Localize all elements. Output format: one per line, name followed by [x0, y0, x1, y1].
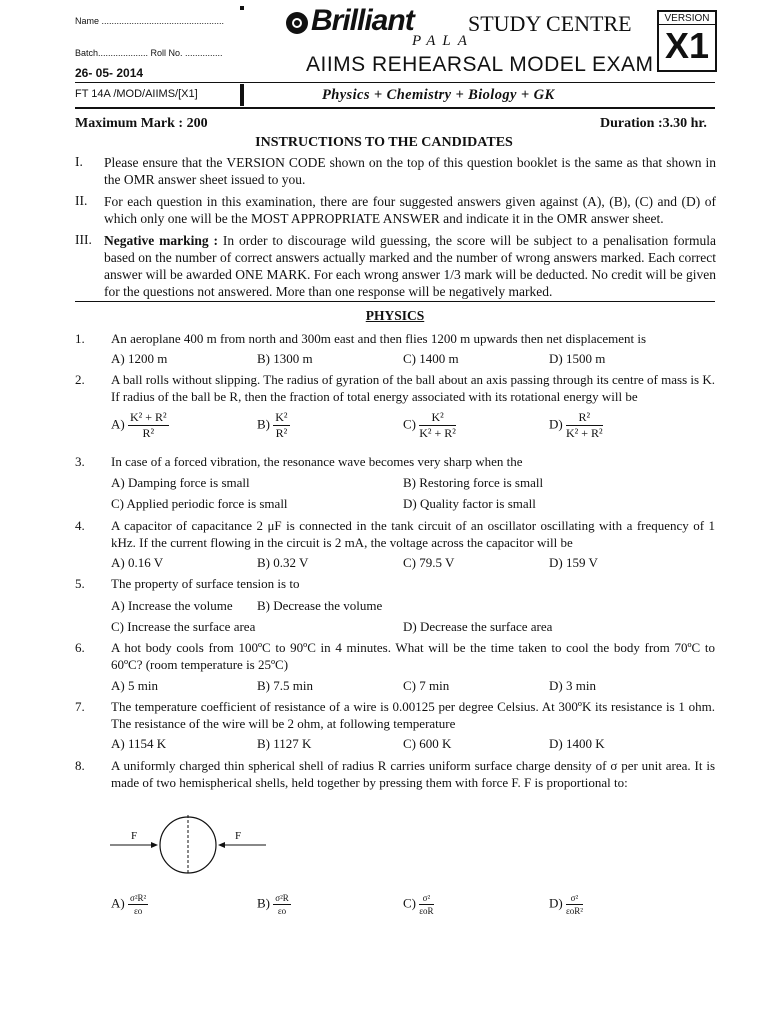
question-number: 5.: [75, 576, 85, 591]
question-text: In case of a forced vibration, the resonance wave becomes very sharp when the: [111, 454, 523, 469]
option-a: A) 5 min: [111, 678, 158, 693]
question-text: The property of surface tension is to: [111, 576, 300, 591]
fraction-numerator: σ²R: [275, 893, 289, 903]
option-a: A) 1200 m: [111, 351, 168, 366]
fraction-denominator: εo: [277, 906, 287, 916]
name-field-label: Name .................................................: [75, 16, 225, 26]
option-d: D) Decrease the surface area: [403, 619, 553, 634]
option-a: A) 1154 K: [111, 736, 167, 751]
question-number: 6.: [75, 640, 85, 655]
option-c: C) 1400 m: [403, 351, 459, 366]
fraction: [273, 893, 291, 916]
option-c: C) 600 K: [403, 736, 452, 751]
instruction-num: II.: [75, 193, 88, 208]
fraction-denominator: K² + R²: [565, 426, 603, 440]
negative-marking-label: Negative marking :: [104, 233, 218, 248]
section-title: PHYSICS: [365, 308, 425, 323]
option-b: B) Restoring force is small: [403, 475, 544, 490]
paper-code: [75, 88, 198, 100]
fraction-denominator: R²: [275, 426, 288, 440]
option-label: A): [111, 416, 125, 432]
instruction-text: [104, 232, 716, 300]
fraction-numerator: σ²: [419, 893, 433, 905]
question-number: 7.: [75, 699, 85, 714]
fraction-numerator: K² + R²: [129, 410, 167, 424]
force-label-right: F: [235, 830, 242, 842]
batch-rollno-label: Batch.................... Roll No. ...............: [75, 48, 223, 58]
brand-name: Brilliant: [311, 4, 414, 37]
option-label: A): [111, 895, 125, 911]
option-c: C) Applied periodic force is small: [111, 496, 288, 511]
option-d: D) 3 min: [549, 678, 596, 693]
instruction-text: Please ensure that the VERSION CODE shown on the top of this question booklet is the same as that shown in the OMR answer sheet issued to you.: [104, 155, 716, 187]
max-mark: Maximum Mark : 200: [75, 116, 208, 131]
option-a: A) Increase the volume: [111, 598, 233, 613]
option-c: C) Increase the surface area: [111, 619, 256, 634]
header-dot: [240, 6, 244, 10]
negative-marking-text: In order to discourage wild guessing, the score will be subject to a penalisation formula based on the number of correct answers actually marked and the number of wrong answers marked. Each correct answer will be awarded ONE MARK. For each wrong answer 1/3 mark will be deducted. No credit will be given for the questions not answered. More than one response will be negatively marked.: [104, 233, 716, 299]
version-box: [657, 10, 717, 72]
brand-location: PALA: [412, 33, 474, 49]
option-label: C): [403, 416, 416, 432]
instructions-title: INSTRUCTIONS TO THE CANDIDATES: [255, 135, 513, 150]
exam-title: AIIMS REHEARSAL MODEL EXAM: [306, 53, 654, 76]
question-number: 2.: [75, 372, 85, 387]
option-b: B) 1300 m: [257, 351, 313, 366]
fraction: [566, 411, 603, 440]
option-label: B): [257, 416, 270, 432]
option-label: C): [403, 895, 416, 911]
fraction: [273, 411, 289, 440]
option-c: C) 7 min: [403, 678, 450, 693]
option-a: A) Damping force is small: [111, 475, 250, 490]
option-c: C) 79.5 V: [403, 555, 455, 570]
force-label-left: F: [131, 830, 138, 842]
fraction-numerator: K²: [275, 410, 288, 424]
option-b: B) 7.5 min: [257, 678, 313, 693]
option-a: [111, 893, 148, 916]
paper-code-text: FT 14A /MOD/AIIMS/[X1]: [75, 88, 198, 100]
option-a: [111, 411, 169, 440]
option-label: D): [549, 895, 563, 911]
exam-date: 26- 05- 2014: [75, 66, 144, 80]
option-a: A) 0.16 V: [111, 555, 164, 570]
header-rule: [75, 82, 715, 83]
header-rule-bottom: [75, 107, 715, 109]
question-text: An aeroplane 400 m from north and 300m east and then flies 1200 m upwards then net displacement is: [111, 331, 647, 346]
question-text: A uniformly charged thin spherical shell of radius R carries uniform surface charge density of σ per unit area. It is made of two hemispherical shells, held together by pressing them with force F. F is proportional to:: [111, 758, 715, 790]
question-text: A ball rolls without slipping. The radius of gyration of the ball about an axis passing through its centre of mass is K. If radius of the ball be R, then the fraction of total energy associated with its rotational energy will be: [111, 372, 715, 404]
fraction-numerator: R²: [566, 411, 603, 426]
option-b: [257, 893, 291, 916]
question-text: A hot body cools from 100ºC to 90ºC in 4 minutes. What will be the time taken to cool the body from 70ºC to 60ºC? (room temperature is 25ºC): [111, 640, 715, 672]
brand-logo-icon: [286, 12, 308, 34]
option-b: [257, 411, 290, 440]
option-b: B) 0.32 V: [257, 555, 309, 570]
question-text: The temperature coefficient of resistance of a wire is 0.00125 per degree Celsius. At 300ºK its resistance is 1 ohm. The resistance of the wire will be 2 ohm, at following temperature: [111, 699, 715, 731]
header-vertical-bar: [240, 84, 244, 106]
fraction: [419, 411, 456, 440]
fraction-numerator: K²: [419, 411, 456, 426]
option-d: D) 1500 m: [549, 351, 606, 366]
option-d: D) 1400 K: [549, 736, 605, 751]
instruction-text: For each question in this examination, there are four suggested answers given against (A), (B), (C) and (D) of which only one will be the MOST APPROPRIATE ANSWER and indicate it in the OMR answer sheet.: [104, 194, 716, 226]
fraction-numerator: σ²R²: [129, 893, 147, 903]
fraction: [128, 893, 148, 916]
option-d: D) 159 V: [549, 555, 598, 570]
question-number: 3.: [75, 454, 85, 469]
option-d: [549, 411, 603, 440]
fraction: [128, 411, 169, 440]
option-label: D): [549, 416, 563, 432]
section-divider: [75, 301, 715, 302]
instruction-num: I.: [75, 154, 83, 169]
option-b: B) Decrease the volume: [257, 598, 383, 613]
version-code: X1: [664, 25, 710, 66]
option-c: [403, 411, 456, 440]
fraction: [419, 893, 433, 916]
version-label: VERSION: [659, 13, 715, 25]
brand-suffix: STUDY CENTRE: [468, 11, 632, 36]
instruction-num: III.: [75, 232, 92, 247]
question-text: A capacitor of capacitance 2 μF is connected in the tank circuit of an oscillator oscillating with a frequency of 1 kHz. If the current flowing in the circuit is 2 mA, the voltage across the capacitor will be: [111, 518, 715, 550]
fraction-denominator: εo: [133, 906, 143, 916]
option-d: [549, 893, 583, 916]
fraction-denominator: εoR: [419, 906, 434, 916]
duration: Duration :3.30 hr.: [600, 116, 707, 131]
fraction-denominator: R²: [142, 426, 155, 440]
question-number: 4.: [75, 518, 85, 533]
hemisphere-force-diagram: [100, 810, 280, 880]
option-c: [403, 893, 434, 916]
option-b: B) 1127 K: [257, 736, 312, 751]
subjects-line: Physics + Chemistry + Biology + GK: [322, 87, 555, 103]
option-d: D) Quality factor is small: [403, 496, 536, 511]
option-label: B): [257, 895, 270, 911]
fraction-numerator: σ²: [566, 893, 583, 905]
fraction-denominator: εoR²: [565, 906, 583, 916]
question-number: 8.: [75, 758, 85, 773]
fraction: [566, 893, 583, 916]
question-number: 1.: [75, 331, 85, 346]
fraction-denominator: K² + R²: [419, 426, 456, 440]
